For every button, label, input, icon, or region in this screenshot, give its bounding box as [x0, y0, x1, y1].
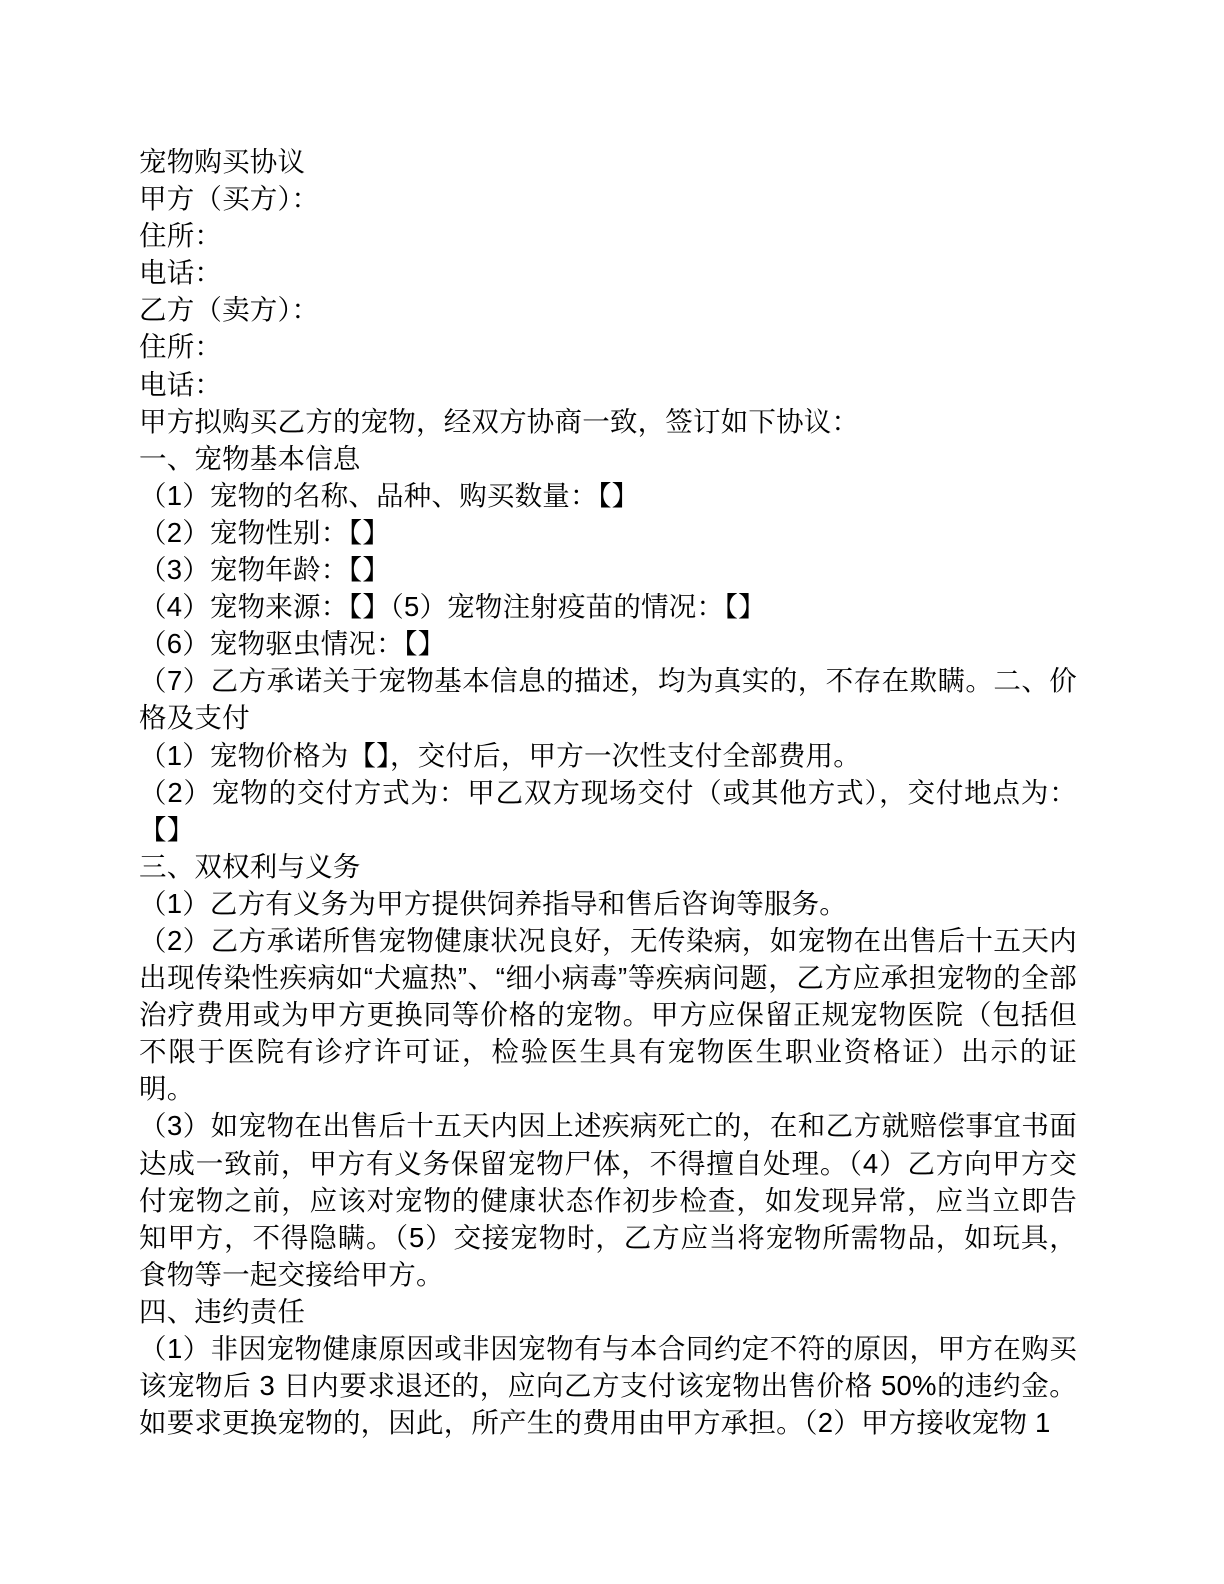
section-3-item-2: （2）乙方承诺所售宠物健康状况良好，无传染病，如宠物在出售后十五天内出现传染性疾病如“犬瘟热”、“细小病毒”等疾病问题，乙方应承担宠物的全部治疗费用或为甲方更换同等价格的宠物。甲方应保留正规宠物医院（包括但不限于医院有诊疗许可证，检验医生具有宠物医生职业资格证）出示的证明。 [139, 924, 1077, 1105]
document-title: 宠物购买协议 [139, 146, 306, 177]
section-1-item-3: （3）宠物年龄：【】 [139, 554, 391, 586]
section-1-item-5: （6）宠物驱虫情况：【】 [139, 628, 446, 660]
seller-label: 乙方（卖方）： [139, 294, 320, 326]
document-body [139, 143, 1077, 1441]
section-3-item-1: （1）乙方有义务为甲方提供饲养指导和售后咨询等服务。 [139, 887, 847, 919]
section-2-item-1: （1）宠物价格为【】，交付后，甲方一次性支付全部费用。 [139, 739, 861, 771]
section-3-item-3: （3）如宠物在出售后十五天内因上述疾病死亡的，在和乙方就赔偿事宜书面达成一致前，甲方有义务保留宠物尸体，不得擅自处理。（4）乙方向甲方交付宠物之前，应该对宠物的健康状态作初步检查，如发现异常，应当立即告知甲方，不得隐瞒。（5）交接宠物时，乙方应当将宠物所需物品，如玩具，食物等一起交接给甲方。 [139, 1110, 1077, 1290]
buyer-label: 甲方（买方）： [139, 183, 320, 215]
seller-phone-label: 电话： [139, 368, 223, 400]
section-1-item-4: （4）宠物来源：【】（5）宠物注射疫苗的情况：【】 [139, 591, 766, 623]
buyer-phone-label: 电话： [139, 257, 223, 289]
section-1-item-2: （2）宠物性别：【】 [139, 516, 391, 548]
section-heading-3: 三、双权利与义务 [139, 850, 361, 882]
section-4-item-1: （1）非因宠物健康原因或非因宠物有与本合同约定不符的原因，甲方在购买该宠物后 3 日内要求退还的，应向乙方支付该宠物出售价格 50%的违约金。如要求更换宠物的，因此，所产生的费用由甲方承担。（2）甲方接收宠物 1 [139, 1333, 1077, 1439]
section-2-item-2: （2）宠物的交付方式为：甲乙双方现场交付（或其他方式），交付地点为：【】 [139, 776, 1077, 845]
section-heading-1: 一、宠物基本信息 [139, 442, 361, 474]
buyer-address-label: 住所： [139, 220, 223, 252]
seller-address-label: 住所： [139, 331, 223, 363]
section-heading-4: 四、违约责任 [139, 1295, 306, 1327]
preamble-paragraph: 甲方拟购买乙方的宠物，经双方协商一致，签订如下协议： [139, 405, 860, 437]
section-1-item-1: （1）宠物的名称、品种、购买数量：【】 [139, 479, 640, 511]
section-1-item-6: （7）乙方承诺关于宠物基本信息的描述，均为真实的，不存在欺瞒。二、价格及支付 [139, 665, 1077, 734]
